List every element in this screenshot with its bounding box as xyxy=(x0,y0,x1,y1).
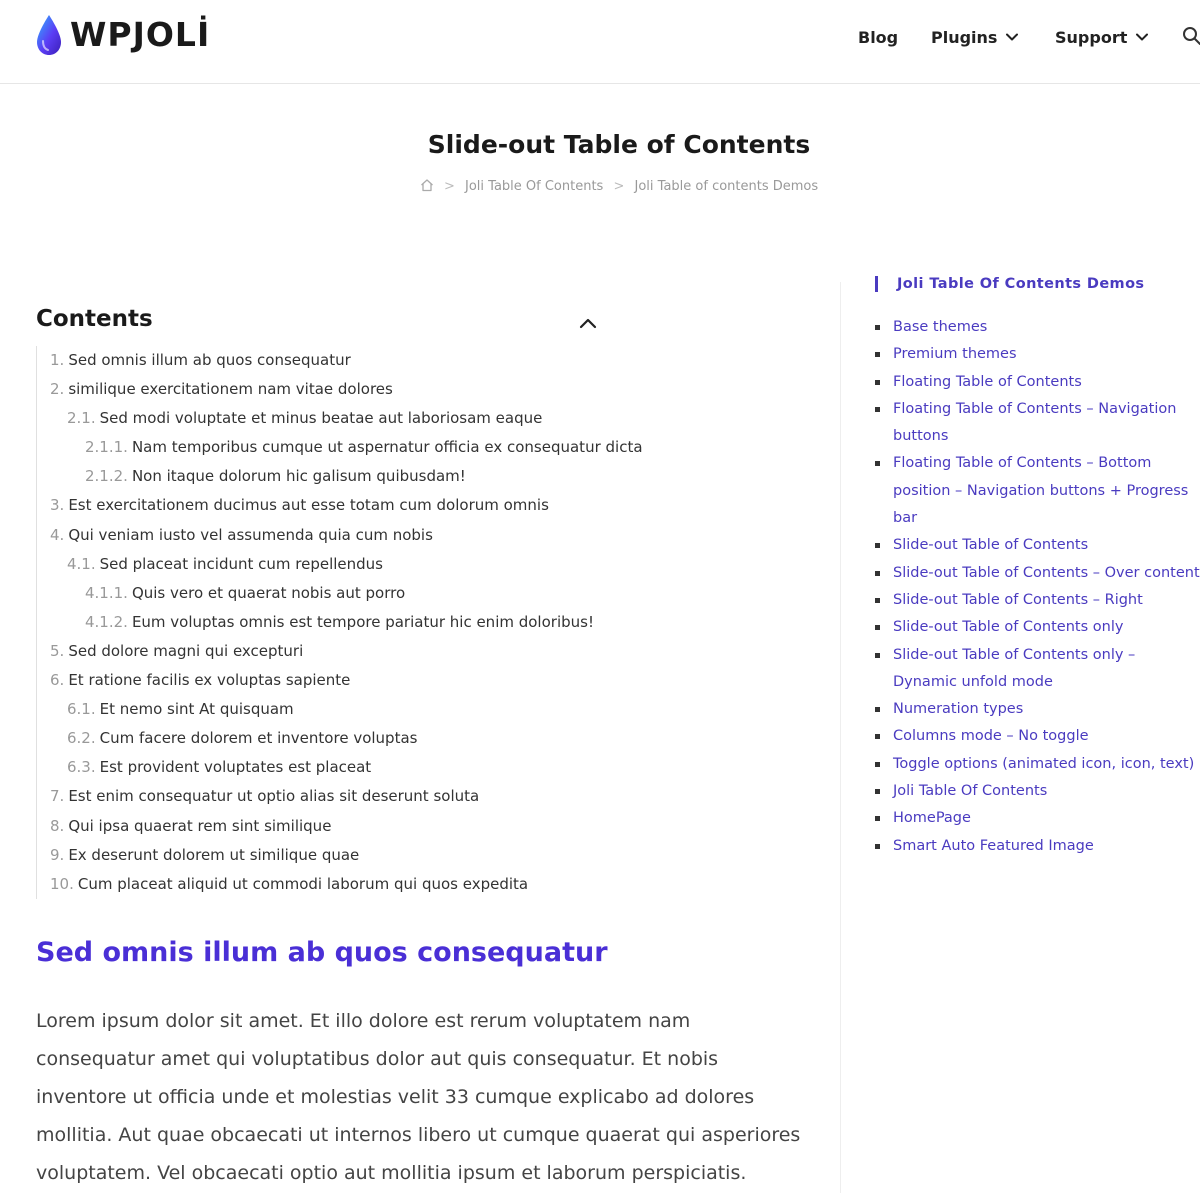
site-logo[interactable] xyxy=(34,12,210,58)
toc-item-number: 6.2. xyxy=(67,729,96,748)
sidebar-link-label: Slide-out Table of Contents xyxy=(893,537,1089,554)
nav-plugins[interactable] xyxy=(931,22,1019,52)
toc-item-number: 1. xyxy=(50,351,65,369)
toc-item-label: Cum facere dolorem et inventore voluptas xyxy=(99,729,418,748)
toc-item-number: 4.1.1. xyxy=(85,583,128,602)
toc-item-label: Est provident voluptates est placeat xyxy=(99,758,372,777)
toc-item-number: 5. xyxy=(50,641,65,660)
breadcrumb xyxy=(0,178,1200,194)
toc-item-label: Sed dolore magni qui excepturi xyxy=(68,641,304,660)
toc-item[interactable] xyxy=(37,433,643,462)
toc-item-label: Est enim consequatur ut optio alias sit deserunt soluta xyxy=(68,787,480,806)
toc-item-number: 8. xyxy=(50,816,65,835)
bullet-icon xyxy=(875,653,880,658)
toc-item-label: Sed placeat incidunt cum repellendus xyxy=(99,554,383,573)
sidebar-link[interactable] xyxy=(875,587,1200,614)
toc-item-label: Sed modi voluptate et minus beatae aut laboriosam eaque xyxy=(99,409,543,428)
nav-blog-label: Blog xyxy=(858,27,899,47)
toc-item[interactable] xyxy=(37,870,637,899)
sidebar-link[interactable] xyxy=(875,696,1200,723)
toc-item-number: 2. xyxy=(50,380,65,399)
sidebar-link[interactable] xyxy=(875,560,1200,587)
sidebar-link-label: Joli Table Of Contents xyxy=(893,783,1048,800)
sidebar-link[interactable] xyxy=(875,751,1200,778)
toc-item[interactable] xyxy=(37,608,637,637)
toc-item-label: Ex deserunt dolorem ut similique quae xyxy=(68,845,360,864)
toc-item-number: 4.1.2. xyxy=(85,612,128,631)
toc-item-label: Sed omnis illum ab quos consequatur xyxy=(68,351,351,369)
toc-item-number: 4.1. xyxy=(67,554,96,573)
bullet-icon xyxy=(875,571,880,576)
sidebar-link-label: Slide-out Table of Contents only xyxy=(893,619,1124,636)
sidebar-link[interactable] xyxy=(875,369,1200,396)
chevron-down-icon xyxy=(1135,30,1149,44)
bullet-icon xyxy=(875,543,880,548)
breadcrumb-current: Joli Table of contents Demos xyxy=(634,179,819,194)
breadcrumb-separator: > xyxy=(443,179,455,194)
bullet-icon xyxy=(875,598,880,603)
nav-support[interactable] xyxy=(1055,22,1149,52)
sidebar-link-label: Floating Table of Contents – Bottom position – Navigation buttons + Progress bar xyxy=(893,455,1189,527)
toc-item-label: Non itaque dolorum hic galisum quibusdam! xyxy=(131,467,466,486)
toc-item-number: 9. xyxy=(50,845,65,864)
section-heading: Sed omnis illum ab quos consequatur xyxy=(36,937,608,968)
toc-item[interactable] xyxy=(37,579,637,608)
sidebar-link-label: Slide-out Table of Contents – Over content xyxy=(893,564,1200,581)
sidebar-link-label: Numeration types xyxy=(893,701,1024,718)
toc-item[interactable] xyxy=(37,666,637,695)
sidebar-link-label: Slide-out Table of Contents – Right xyxy=(893,591,1143,608)
bullet-icon xyxy=(875,352,880,357)
logo-text: WPJOLİ xyxy=(70,15,211,54)
bullet-icon xyxy=(875,707,880,712)
sidebar-link[interactable] xyxy=(875,778,1200,805)
sidebar-title: Joli Table Of Contents Demos xyxy=(897,276,1145,292)
toc-item-label: Est exercitationem ducimus aut esse totam cum dolorum omnis xyxy=(68,496,549,515)
nav-support-label: Support xyxy=(1055,27,1128,47)
bullet-icon xyxy=(875,625,880,630)
chevron-down-icon xyxy=(1005,30,1019,44)
toc-item-number: 2.1. xyxy=(67,409,96,428)
toc-item[interactable] xyxy=(37,375,637,404)
bullet-icon xyxy=(875,816,880,821)
sidebar-link-label: Smart Auto Featured Image xyxy=(893,837,1094,854)
sidebar-link-label: HomePage xyxy=(893,810,971,827)
nav-plugins-label: Plugins xyxy=(931,27,998,47)
sidebar-link-label: Toggle options (animated icon, icon, text) xyxy=(893,755,1195,772)
toc-item-number: 2.1.1. xyxy=(85,438,128,457)
toc-item[interactable] xyxy=(37,841,637,870)
toc-list xyxy=(36,346,643,899)
toc-item-number: 2.1.2. xyxy=(85,467,128,486)
toc-item-label: Et ratione facilis ex voluptas sapiente xyxy=(68,671,351,690)
sidebar-link[interactable] xyxy=(875,396,1200,451)
sidebar-link[interactable] xyxy=(875,833,1200,860)
toc-item[interactable] xyxy=(37,812,637,841)
toc-item[interactable] xyxy=(37,782,637,811)
toc-item-label: Qui veniam iusto vel assumenda quia cum nobis xyxy=(68,525,433,544)
sidebar-link[interactable] xyxy=(875,805,1200,832)
toc-item[interactable] xyxy=(37,462,637,491)
search-icon[interactable] xyxy=(1182,26,1200,46)
sidebar-link-label: Columns mode – No toggle xyxy=(893,728,1089,745)
site-header xyxy=(0,0,1200,84)
bullet-icon xyxy=(875,844,880,849)
toc-item[interactable] xyxy=(37,695,637,724)
bullet-icon xyxy=(875,762,880,767)
toc-item-label: Et nemo sint At quisquam xyxy=(99,700,294,719)
toc-item-label: Qui ipsa quaerat rem sint similique xyxy=(68,816,332,835)
home-icon[interactable] xyxy=(420,178,434,192)
sidebar-link[interactable] xyxy=(875,642,1200,697)
sidebar-link[interactable] xyxy=(875,614,1200,641)
toc-item-number: 6.3. xyxy=(67,758,96,777)
sidebar-link[interactable] xyxy=(875,532,1200,559)
sidebar-link[interactable] xyxy=(875,341,1200,368)
toc-item-label: Nam temporibus cumque ut aspernatur officia ex consequatur dicta xyxy=(131,438,643,457)
bullet-icon xyxy=(875,407,880,412)
toc-item-label: similique exercitationem nam vitae dolores xyxy=(68,380,393,399)
sidebar-link[interactable] xyxy=(875,314,1200,341)
toc-item-number: 7. xyxy=(50,787,65,806)
toc-title: Contents xyxy=(36,306,153,332)
sidebar-link-label: Base themes xyxy=(893,319,988,335)
breadcrumb-link[interactable]: Joli Table Of Contents xyxy=(465,179,604,194)
sidebar-link-label: Floating Table of Contents – Navigation buttons xyxy=(893,400,1177,445)
bullet-icon xyxy=(875,380,880,385)
toc-item[interactable] xyxy=(37,637,637,666)
toc-item-number: 10. xyxy=(50,874,74,893)
toc-item-number: 6. xyxy=(50,671,65,690)
toc-item[interactable] xyxy=(37,491,637,520)
nav-blog[interactable] xyxy=(858,22,898,52)
toc-item-number: 6.1. xyxy=(67,700,96,719)
toc-item[interactable] xyxy=(37,404,637,433)
sidebar-link[interactable] xyxy=(875,450,1200,532)
page-title: Slide-out Table of Contents xyxy=(427,130,811,159)
toc-item[interactable] xyxy=(37,550,637,579)
bullet-icon xyxy=(875,325,880,330)
logo-drop-icon xyxy=(34,13,64,57)
bullet-icon xyxy=(875,789,880,794)
toc-item-number: 4. xyxy=(50,525,65,544)
bullet-icon xyxy=(875,734,880,739)
toc-item-label: Quis vero et quaerat nobis aut porro xyxy=(131,583,406,602)
toc-item[interactable] xyxy=(37,724,637,753)
body-paragraph: Lorem ipsum dolor sit amet. Et illo dolore est rerum voluptatem nam consequatur amet qui voluptatibus dolor aut quis consequatur. Et nobis inventore ut officia unde et molestias velit 33 cumque explicabo ad dolores mollitia. Aut quae obcaecati ut internos libero ut cumque quaerat qui asperiores voluptatem. Vel obcaecati optio aut mollitia ipsum et laborum perspiciatis. xyxy=(36,1010,801,1184)
column-divider xyxy=(840,282,841,1193)
toc-item-number: 3. xyxy=(50,496,65,515)
toc-item[interactable] xyxy=(37,521,637,550)
sidebar-list xyxy=(875,314,1200,860)
breadcrumb-separator: > xyxy=(613,179,625,194)
sidebar-link-label: Slide-out Table of Contents only – Dynamic unfold mode xyxy=(893,646,1136,690)
sidebar-link-label: Premium themes xyxy=(893,346,1017,363)
chevron-up-icon[interactable] xyxy=(578,314,598,334)
sidebar-link[interactable] xyxy=(875,723,1200,750)
toc-item[interactable] xyxy=(37,753,637,782)
toc-item[interactable] xyxy=(37,346,637,375)
sidebar-link-label: Floating Table of Contents xyxy=(893,373,1082,390)
toc-item-label: Eum voluptas omnis est tempore pariatur hic enim doloribus! xyxy=(131,612,594,631)
bullet-icon xyxy=(875,461,880,466)
toc-item-label: Cum placeat aliquid ut commodi laborum qui quos expedita xyxy=(77,874,529,893)
